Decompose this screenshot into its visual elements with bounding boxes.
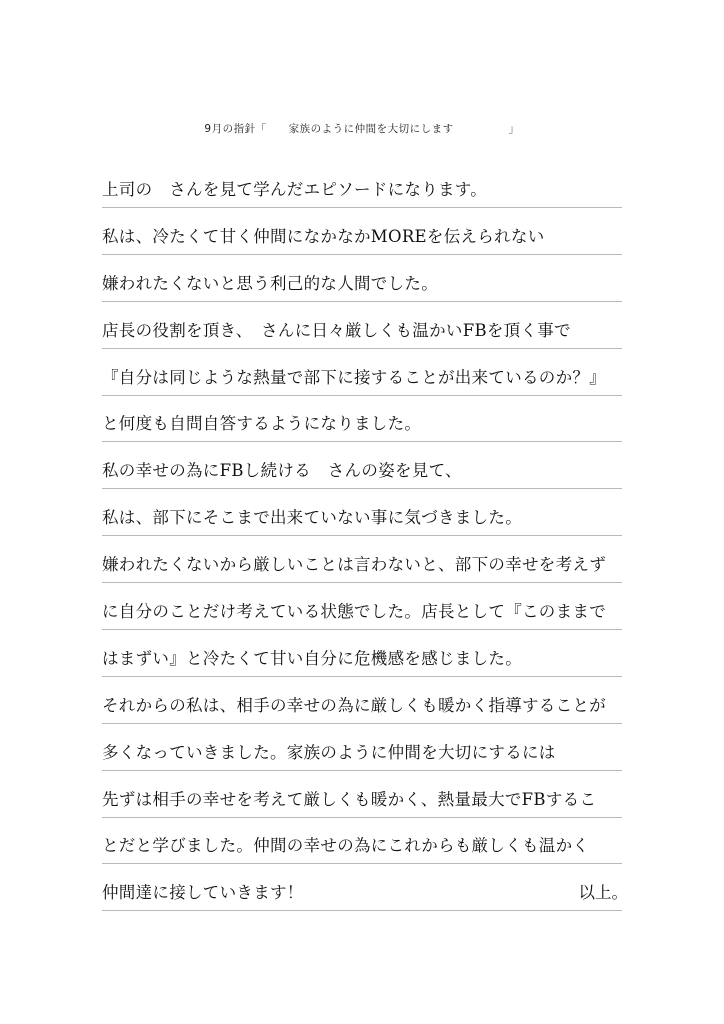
- document-title: 9月の指針「 家族のように仲間を大切にします 」: [204, 123, 520, 135]
- ruled-lines: [102, 162, 628, 912]
- ruled-line: [102, 162, 622, 208]
- line-text: それからの私は、相手の幸せの為に厳しくも暖かく指導することが: [102, 695, 606, 715]
- line-text: 私は、冷たくて甘く仲間になかなかMOREを伝えられない: [102, 226, 545, 246]
- line-text: 店長の役割を頂き、 さんに日々厳しくも温かいFBを頂く事で: [102, 320, 571, 340]
- line-text: 私は、部下にそこまで出来ていない事に気づきました。: [102, 508, 522, 528]
- line-text: 私の幸せの為にFBし続ける さんの姿を見て、: [102, 461, 462, 481]
- ruled-line: [102, 303, 622, 349]
- ruled-line: [102, 772, 622, 818]
- ruled-line: [102, 256, 622, 302]
- ruled-line: [102, 865, 628, 911]
- line-text: 嫌われたくないから厳しいことは言わないと、部下の幸せを考えず: [102, 555, 606, 575]
- line-text: 『自分は同じような熱量で部下に接することが出来ているのか？』: [102, 367, 606, 387]
- ruled-line: [102, 537, 622, 583]
- line-text: はまずい』と冷たくて甘い自分に危機感を感じました。: [102, 648, 522, 668]
- ruled-line: [102, 584, 622, 630]
- line-text: とだと学びました。仲間の幸せの為にこれからも厳しくも温かく: [102, 836, 590, 856]
- line-text: 仲間達に接していきます！: [102, 883, 304, 903]
- ruled-line: [102, 209, 622, 255]
- ruled-line: [102, 725, 622, 771]
- closing-text: 以上。: [578, 883, 628, 903]
- ruled-line: [102, 818, 622, 864]
- ruled-line: [102, 396, 622, 442]
- ruled-line: [102, 490, 622, 536]
- line-text: に自分のことだけ考えている状態でした。店長として『このままで: [102, 602, 606, 622]
- ruled-line: [102, 678, 622, 724]
- ruled-line: [102, 631, 622, 677]
- line-text: 嫌われたくないと思う利己的な人間でした。: [102, 273, 438, 293]
- line-text: 上司の さんを見て学んだエピソードになります。: [102, 180, 488, 199]
- line-text: と何度も自問自答するようになりました。: [102, 414, 422, 434]
- ruled-line: [102, 443, 622, 489]
- ruled-line: [102, 350, 622, 396]
- line-text: 多くなっていきました。家族のように仲間を大切にするには: [102, 742, 556, 762]
- line-text: 先ずは相手の幸せを考えて厳しくも暖かく、熱量最大でFBするこ: [102, 789, 597, 809]
